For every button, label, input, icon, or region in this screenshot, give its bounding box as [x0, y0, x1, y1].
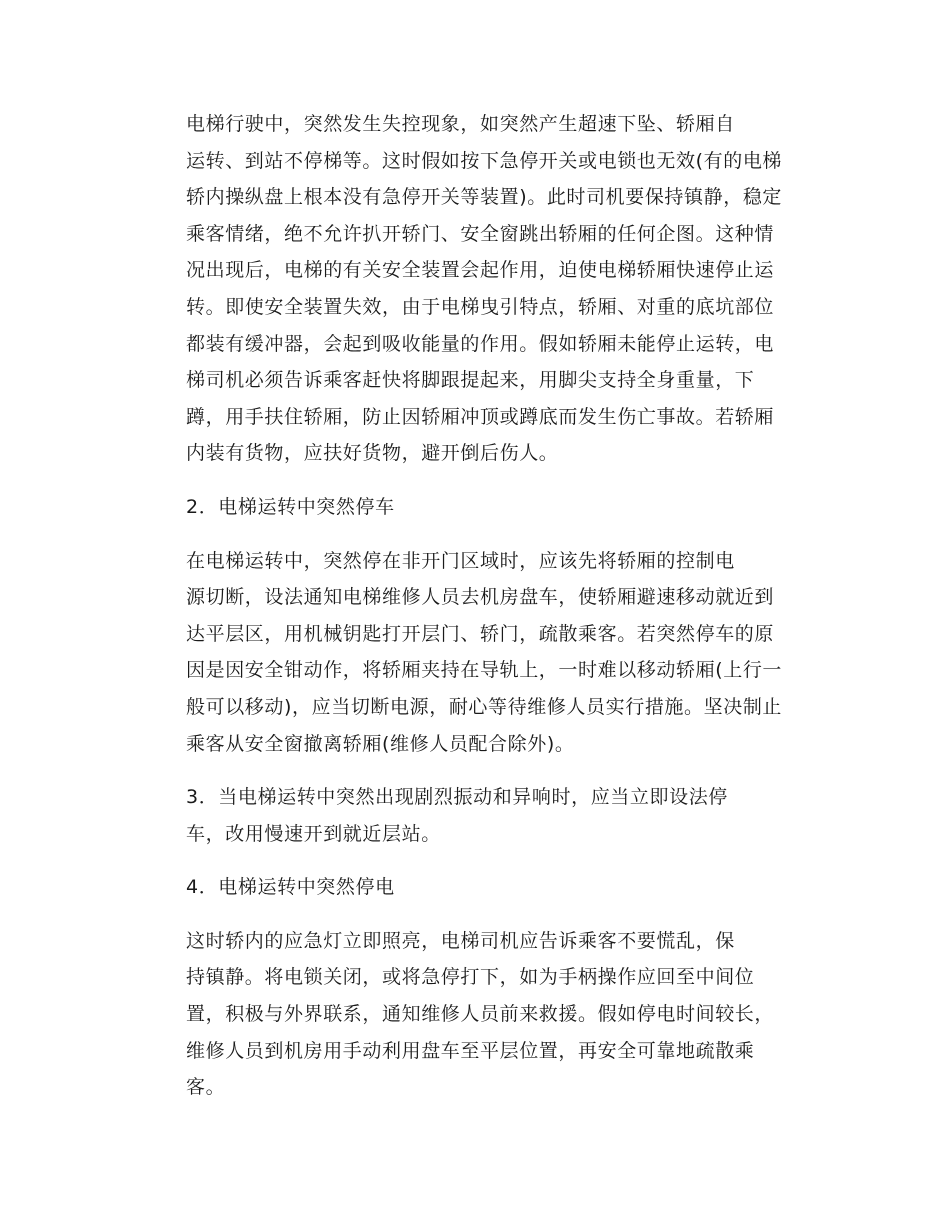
text-line: 况出现后，电梯的有关安全装置会起作用，迫使电梯轿厢快速停止运	[186, 259, 775, 282]
text-line: 蹲，用手扶住轿厢，防止因轿厢冲顶或蹲底而发生伤亡事故。若轿厢	[186, 405, 775, 428]
section-heading-sudden-stop	[142, 489, 806, 526]
text-line: 运转、到站不停梯等。这时假如按下急停开关或电锁也无效(有的电梯	[186, 149, 783, 172]
text-line: 内装有货物，应扶好货物，避开倒后伤人。	[186, 442, 559, 465]
text-line: 这时轿内的应急灯立即照亮，电梯司机应告诉乘客不要慌乱，保	[186, 929, 735, 952]
heading-text: 2．电梯运转中突然停车	[186, 495, 395, 518]
text-line: 置，积极与外界联系，通知维修人员前来救援。假如停电时间较长，	[186, 1003, 775, 1026]
text-line: 轿内操纵盘上根本没有急停开关等装置)。此时司机要保持镇静，稳定	[186, 186, 783, 209]
text-line: 梯司机必须告诉乘客赶快将脚跟提起来，用脚尖支持全身重量，下	[186, 369, 755, 392]
text-line: 客。	[186, 1076, 226, 1099]
document-body	[142, 106, 806, 1123]
text-line: 源切断，设法通知电梯维修人员去机房盘车，使轿厢避速移动就近到	[186, 586, 775, 609]
paragraph-sudden-stop	[142, 543, 806, 763]
text-line: 车，改用慢速开到就近层站。	[186, 822, 441, 845]
text-line: 持镇静。将电锁关闭，或将急停打下，如为手柄操作应回至中间位	[186, 966, 755, 989]
paragraph-power-failure	[142, 923, 806, 1106]
text-line: 般可以移动)，应当切断电源，耐心等待维修人员实行措施。坚决制止	[186, 695, 783, 718]
text-line: 乘客从安全窗撤离轿厢(维修人员配合除外)。	[186, 732, 575, 755]
text-line: 3．当电梯运转中突然出现剧烈振动和异响时，应当立即设法停	[186, 786, 728, 809]
text-line: 都装有缓冲器，会起到吸收能量的作用。假如轿厢未能停止运转，电	[186, 332, 775, 355]
text-line: 转。即使安全装置失效，由于电梯曳引特点，轿厢、对重的底坑部位	[186, 295, 775, 318]
paragraph-vibration-noise	[142, 779, 806, 852]
text-line: 维修人员到机房用手动利用盘车至平层位置，再安全可靠地疏散乘	[186, 1039, 755, 1062]
heading-text: 4．电梯运转中突然停电	[186, 876, 395, 899]
paragraph-runaway-elevator	[142, 106, 806, 472]
text-line: 因是因安全钳动作，将轿厢夹持在导轨上，一时难以移动轿厢(上行一	[186, 659, 783, 682]
text-line: 电梯行驶中，突然发生失控现象，如突然产生超速下坠、轿厢自	[186, 113, 735, 135]
text-line: 达平层区，用机械钥匙打开层门、轿门，疏散乘客。若突然停车的原	[186, 622, 775, 645]
text-line: 在电梯运转中，突然停在非开门区域时，应该先将轿厢的控制电	[186, 549, 735, 572]
section-heading-power-failure	[142, 869, 806, 906]
text-line: 乘客情绪，绝不允许扒开轿门、安全窗跳出轿厢的任何企图。这种情	[186, 222, 775, 245]
